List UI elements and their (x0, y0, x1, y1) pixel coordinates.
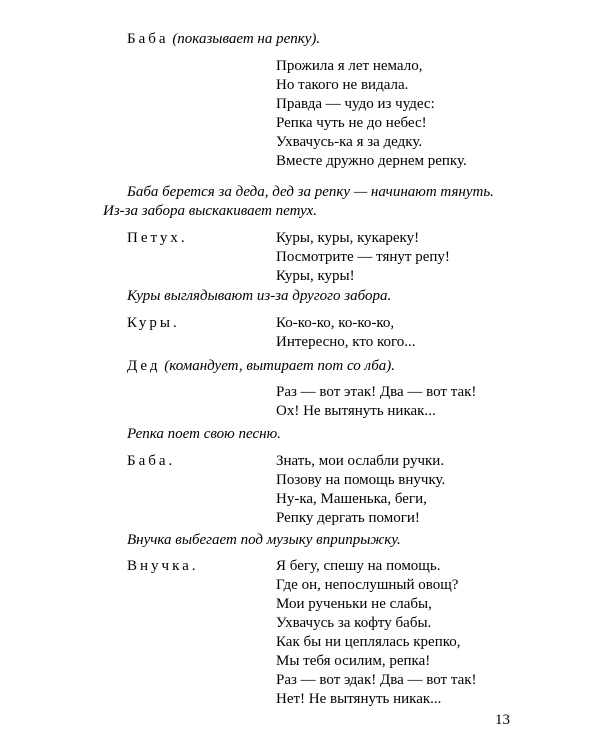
verse-line: Позову на помощь внучку. (276, 472, 446, 488)
verse-line: Я бегу, спешу на помощь. (276, 558, 441, 574)
stage-direction: Внучка выбегает под музыку вприпрыжку. (127, 532, 401, 548)
verse-line: Ну-ка, Машенька, беги, (276, 491, 427, 507)
verse-line: Где он, непослушный овощ? (276, 577, 459, 593)
verse-line: Ко-ко-ко, ко-ко-ко, (276, 315, 395, 331)
verse-line: Ох! Не вытянуть никак... (276, 403, 436, 419)
stage-direction: Из-за забора выскакивает петух. (103, 203, 317, 219)
speaker-name: Баба (127, 31, 169, 47)
stage-direction: (показывает на репку). (172, 31, 321, 47)
stage-direction: Куры выглядывают из-за другого забора. (127, 288, 392, 304)
verse-line: Ухвачусь за кофту бабы. (276, 615, 432, 631)
speaker-name: Баба. (127, 453, 176, 469)
verse-line: Мои рученьки не слабы, (276, 596, 432, 612)
verse-line: Раз — вот эдак! Два — вот так! (276, 672, 477, 688)
verse-line: Куры, куры, кукареку! (276, 230, 420, 246)
speaker-name: Внучка. (127, 558, 199, 574)
stage-direction: (командует, вытирает пот со лба). (164, 358, 396, 374)
verse-line: Прожила я лет немало, (276, 58, 423, 74)
verse-line: Интересно, кто кого... (276, 334, 416, 350)
stage-direction: Баба берется за деда, дед за репку — начинают тянуть. (127, 184, 494, 200)
verse-line: Ухвачусь-ка я за дедку. (276, 134, 423, 150)
page-number: 13 (495, 712, 510, 728)
speaker-name: Петух. (127, 230, 188, 246)
speaker-line (127, 357, 395, 375)
verse-line: Вместе дружно дернем репку. (276, 153, 467, 169)
verse-line: Как бы ни цеплялась крепко, (276, 634, 461, 650)
verse-line: Раз — вот этак! Два — вот так! (276, 384, 477, 400)
stage-direction: Репка поет свою песню. (127, 426, 281, 442)
verse-line: Куры, куры! (276, 268, 355, 284)
verse-line: Мы тебя осилим, репка! (276, 653, 431, 669)
speaker-line (127, 30, 320, 48)
speaker-name: Дед (127, 358, 161, 374)
verse-line: Но такого не видала. (276, 77, 409, 93)
verse-line: Нет! Не вытянуть никак... (276, 691, 442, 707)
verse-line: Знать, мои ослабли ручки. (276, 453, 445, 469)
speaker-name: Куры. (127, 315, 180, 331)
verse-line: Репка чуть не до небес! (276, 115, 427, 131)
verse-line: Посмотрите — тянут репу! (276, 249, 450, 265)
verse-line: Правда — чудо из чудес: (276, 96, 435, 112)
verse-line: Репку дергать помоги! (276, 510, 420, 526)
